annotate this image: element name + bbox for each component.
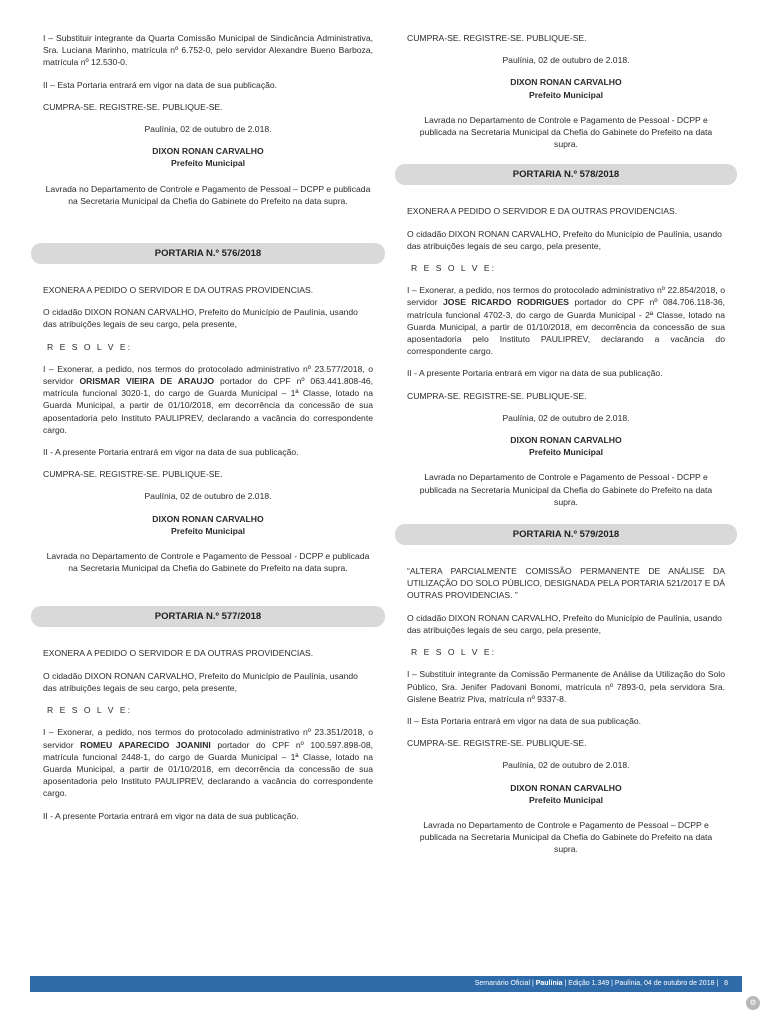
- signatory-name: DIXON RONAN CARVALHO: [152, 513, 264, 524]
- servant-name: ROMEU APARECIDO JOANINI: [80, 739, 211, 750]
- publication-name: Semanário Oficial: [474, 980, 530, 987]
- ementa: EXONERA A PEDIDO O SERVIDOR E DA OUTRAS PROVIDENCIAS.: [407, 206, 678, 217]
- signatory-title: Prefeito Municipal: [528, 794, 603, 805]
- signatory-title: Prefeito Municipal: [528, 89, 603, 100]
- article-text: portador do CPF nº 100.597.898-08, matrícula funcional 2448-1, do cargo de Guarda Municipal – 1ª Classe, lotado na Guarda Municipal, a partir de 01/10/2018, em decorrência da concessão de sua aposentadoria pelo Instituto PAULIPREV, declarando a vacância do correspondente cargo.: [43, 739, 374, 799]
- signatory-title: Prefeito Municipal: [170, 525, 245, 536]
- separator: |: [530, 980, 536, 987]
- article-i: I – Substituir integrante da Comissão Permanente de Análise da Utilização do Solo Público, Sra. Jenifer Padovani Bonomi, matrícula nº 7893-0, pela servidora Sra. Gislene Beatriz Piva, matrícula nº 9337-8.: [407, 669, 725, 704]
- paragraph: CUMPRA-SE. REGISTRE-SE. PUBLIQUE-SE.: [43, 469, 223, 480]
- article-i: [43, 726, 373, 799]
- signatory-title: Prefeito Municipal: [528, 447, 603, 458]
- lavrada-note: Lavrada no Departamento de Controle e Pagamento de Pessoal - DCPP e publicada na Secretaria Municipal da Chefia do Gabinete do Prefeito na data supra.: [419, 114, 713, 150]
- page-corner-icon: ⚙: [746, 996, 760, 1010]
- footer-bar: [30, 976, 742, 992]
- ementa: “ALTERA PARCIALMENTE COMISSÃO PERMANENTE DE ANÁLISE DA UTILIZAÇÃO DO SOLO PÚBLICO, DESIGNADA PELA PORTARIA 521/2017 E DÁ OUTRAS PROVIDENCIAS. ”: [407, 566, 725, 601]
- article-ii: II - A presente Portaria entrará em vigor na data de sua publicação.: [43, 447, 299, 458]
- signature-block: [407, 434, 725, 458]
- ementa: EXONERA A PEDIDO O SERVIDOR E DA OUTRAS PROVIDENCIAS.: [43, 648, 314, 659]
- lavrada-note: Lavrada no Departamento de Controle e Pagamento de Pessoal – DCPP e publicada na Secretaria Municipal da Chefia do Gabinete do Prefeito na data supra.: [45, 183, 371, 206]
- section-header-577: PORTARIA N.º 577/2018: [31, 606, 385, 627]
- article-text: I – Exonerar, a pedido, nos termos do protocolado administrativo nº 22.854/2018, o servidor: [407, 285, 725, 308]
- preamble: O cidadão DIXON RONAN CARVALHO, Prefeito do Município de Paulínia, usando das atribuições legais de seu cargo, pela presente,: [407, 228, 722, 251]
- signatory-name: DIXON RONAN CARVALHO: [510, 435, 622, 446]
- paragraph: CUMPRA-SE. REGISTRE-SE. PUBLIQUE-SE.: [407, 738, 587, 749]
- article-text: portador do CPF nº 063.441.808-46, matrícula funcional 3020-1, do cargo de Guarda Municipal – 1ª Classe, lotado na Guarda Municipal, a partir de 01/10/2018, em decorrência da concessão de sua aposentadoria pelo Instituto PAULIPREV, declarando a vacância do correspondente cargo.: [43, 376, 374, 435]
- city-name: Paulínia: [535, 980, 563, 987]
- signatory-title: Prefeito Municipal: [170, 158, 245, 169]
- signature-block: [407, 782, 725, 806]
- signatory-name: DIXON RONAN CARVALHO: [152, 146, 264, 157]
- section-header-578: PORTARIA N.º 578/2018: [395, 164, 737, 185]
- article-ii: II - A presente Portaria entrará em vigor na data de sua publicação.: [407, 368, 663, 379]
- servant-name: JOSE RICARDO RODRIGUES: [443, 297, 570, 308]
- lavrada-note: Lavrada no Departamento de Controle e Pagamento de Pessoal - DCPP e publicada na Secretaria Municipal da Chefia do Gabinete do Prefeito na data supra.: [46, 551, 370, 574]
- lavrada-note: Lavrada no Departamento de Controle e Pagamento de Pessoal – DCPP e publicada na Secretaria Municipal da Chefia do Gabinete do Prefeito na data supra.: [419, 819, 713, 855]
- paragraph: CUMPRA-SE. REGISTRE-SE. PUBLIQUE-SE.: [43, 101, 223, 112]
- signatory-name: DIXON RONAN CARVALHO: [510, 77, 622, 88]
- left-column: [43, 32, 373, 832]
- right-column: [407, 32, 725, 866]
- signature-block: [43, 145, 373, 169]
- article-ii: II - A presente Portaria entrará em vigor na data de sua publicação.: [43, 810, 299, 821]
- ementa: EXONERA A PEDIDO O SERVIDOR E DA OUTRAS PROVIDENCIAS.: [43, 285, 314, 296]
- date-line: Paulínia, 02 de outubro de 2.018.: [144, 491, 272, 502]
- date-line: Paulínia, 02 de outubro de 2.018.: [502, 55, 630, 66]
- date-line: Paulínia, 02 de outubro de 2.018.: [502, 412, 630, 423]
- paragraph: CUMPRA-SE. REGISTRE-SE. PUBLIQUE-SE.: [407, 390, 587, 401]
- preamble: O cidadão DIXON RONAN CARVALHO, Prefeito do Município de Paulínia, usando das atribuições legais de seu cargo, pela presente,: [43, 307, 358, 330]
- article-ii: II – Esta Portaria entrará em vigor na data de sua publicação.: [407, 715, 642, 726]
- resolve-label: R E S O L V E:: [411, 647, 496, 658]
- article-i: [407, 284, 725, 357]
- article-i: [43, 363, 373, 436]
- preamble: O cidadão DIXON RONAN CARVALHO, Prefeito do Município de Paulínia, usando das atribuições legais de seu cargo, pela presente,: [407, 612, 722, 635]
- lavrada-note: Lavrada no Departamento de Controle e Pagamento de Pessoal - DCPP e publicada na Secretaria Municipal da Chefia do Gabinete do Prefeito na data supra.: [419, 472, 713, 507]
- edition-info: | Edição 1.349 | Paulínia, 04 de outubro de 2018 |: [562, 980, 719, 987]
- signature-block: [43, 513, 373, 537]
- paragraph: I – Substituir integrante da Quarta Comissão Municipal de Sindicância Administrativa, Sra. Luciana Marinho, matrícula nº 6.752-0, pelo servidor Alexandre Bueno Barboza, matrícula nº 12.530-0.: [43, 33, 373, 68]
- paragraph: II – Esta Portaria entrará em vigor na data de sua publicação.: [43, 79, 278, 90]
- section-header-576: PORTARIA N.º 576/2018: [31, 243, 385, 264]
- signature-block: [407, 76, 725, 100]
- servant-name: ORISMAR VIEIRA DE ARAUJO: [79, 376, 215, 387]
- article-text: I – Exonerar, a pedido, nos termos do protocolado administrativo nº 23.351/2018, o servidor: [43, 727, 373, 750]
- resolve-label: R E S O L V E:: [411, 263, 496, 274]
- date-line: Paulínia, 02 de outubro de 2.018.: [502, 760, 630, 771]
- page-number: 8: [724, 980, 728, 987]
- section-header-579: PORTARIA N.º 579/2018: [395, 524, 737, 545]
- signatory-name: DIXON RONAN CARVALHO: [510, 782, 622, 793]
- date-line: Paulínia, 02 de outubro de 2.018.: [144, 124, 272, 135]
- article-text: portador do CPF nº 084.706.118-36, matrícula funcional 4702-3, do cargo de Guarda Municipal - 2ª Classe, lotado na Guarda Municipal, a partir de 01/10/2018, em decorrência da concessão de sua aposentadoria pelo Instituto PAULIPREV, declarando a vacância do correspondente cargo.: [407, 297, 725, 357]
- article-text: I – Exonerar, a pedido, nos termos do protocolado administrativo nº 23.577/2018, o servidor: [43, 363, 373, 387]
- resolve-label: R E S O L V E:: [47, 341, 132, 352]
- paragraph: CUMPRA-SE. REGISTRE-SE. PUBLIQUE-SE.: [407, 33, 587, 43]
- preamble: O cidadão DIXON RONAN CARVALHO, Prefeito do Município de Paulínia, usando das atribuições legais de seu cargo, pela presente,: [43, 670, 358, 693]
- resolve-label: R E S O L V E:: [47, 705, 132, 716]
